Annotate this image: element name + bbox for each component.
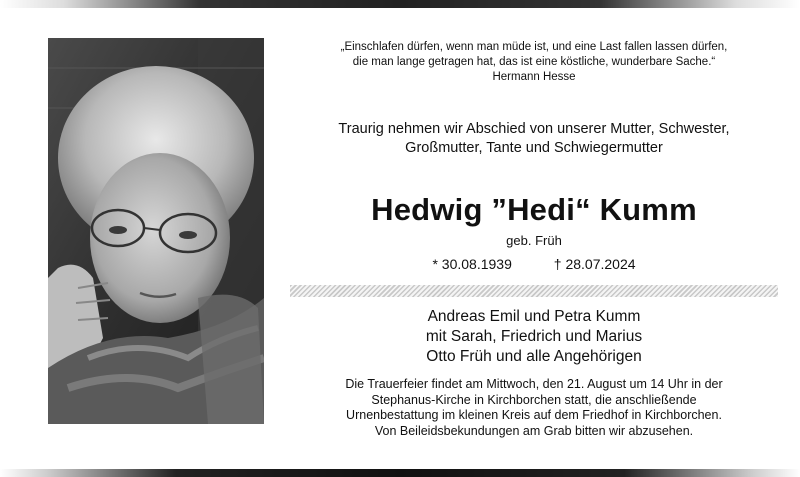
family-block [290,307,778,367]
bottom-border [0,469,800,477]
notice-line: Stephanus-Kirche in Kirchborchen statt, die anschließende [371,392,697,407]
top-border [0,0,800,8]
death-date: † 28.07.2024 [553,256,636,272]
family-line: Andreas Emil und Petra Kumm [427,308,641,325]
maiden-name: geb. Früh [506,233,562,248]
portrait-photo [48,38,264,424]
birth-date: * 30.08.1939 [432,256,512,272]
notice-line: Die Trauerfeier findet am Mittwoch, den 21. August um 14 Uhr in der [345,377,723,391]
quote-author: Hermann Hesse [492,71,576,83]
intro-line: Großmutter, Tante und Schwiegermutter [405,140,663,156]
life-dates [290,255,778,273]
family-line: mit Sarah, Friedrich und Marius [425,328,643,345]
intro-line: Traurig nehmen wir Abschied von unserer Mutter, Schwester, [338,121,730,137]
quote-line: „Einschlafen dürfen, wenn man müde ist, und eine Last fallen lassen dürfen, [340,41,728,53]
quote-line: die man lange getragen hat, das ist eine köstliche, wunderbare Sache.“ [352,56,716,68]
service-notice [290,377,778,439]
deceased-name: Hedwig ”Hedi“ Kumm [371,192,697,227]
family-line: Otto Früh und alle Angehörigen [426,348,642,365]
notice-line: Urnenbestattung im kleinen Kreis auf dem Friedhof in Kirchborchen. [346,408,722,422]
portrait-illustration [48,38,264,424]
notice-line: Von Beileidsbekundungen am Grab bitten wir abzusehen. [374,423,694,438]
quote-block [290,40,778,85]
hatched-divider [290,285,778,297]
intro-block [290,120,778,158]
